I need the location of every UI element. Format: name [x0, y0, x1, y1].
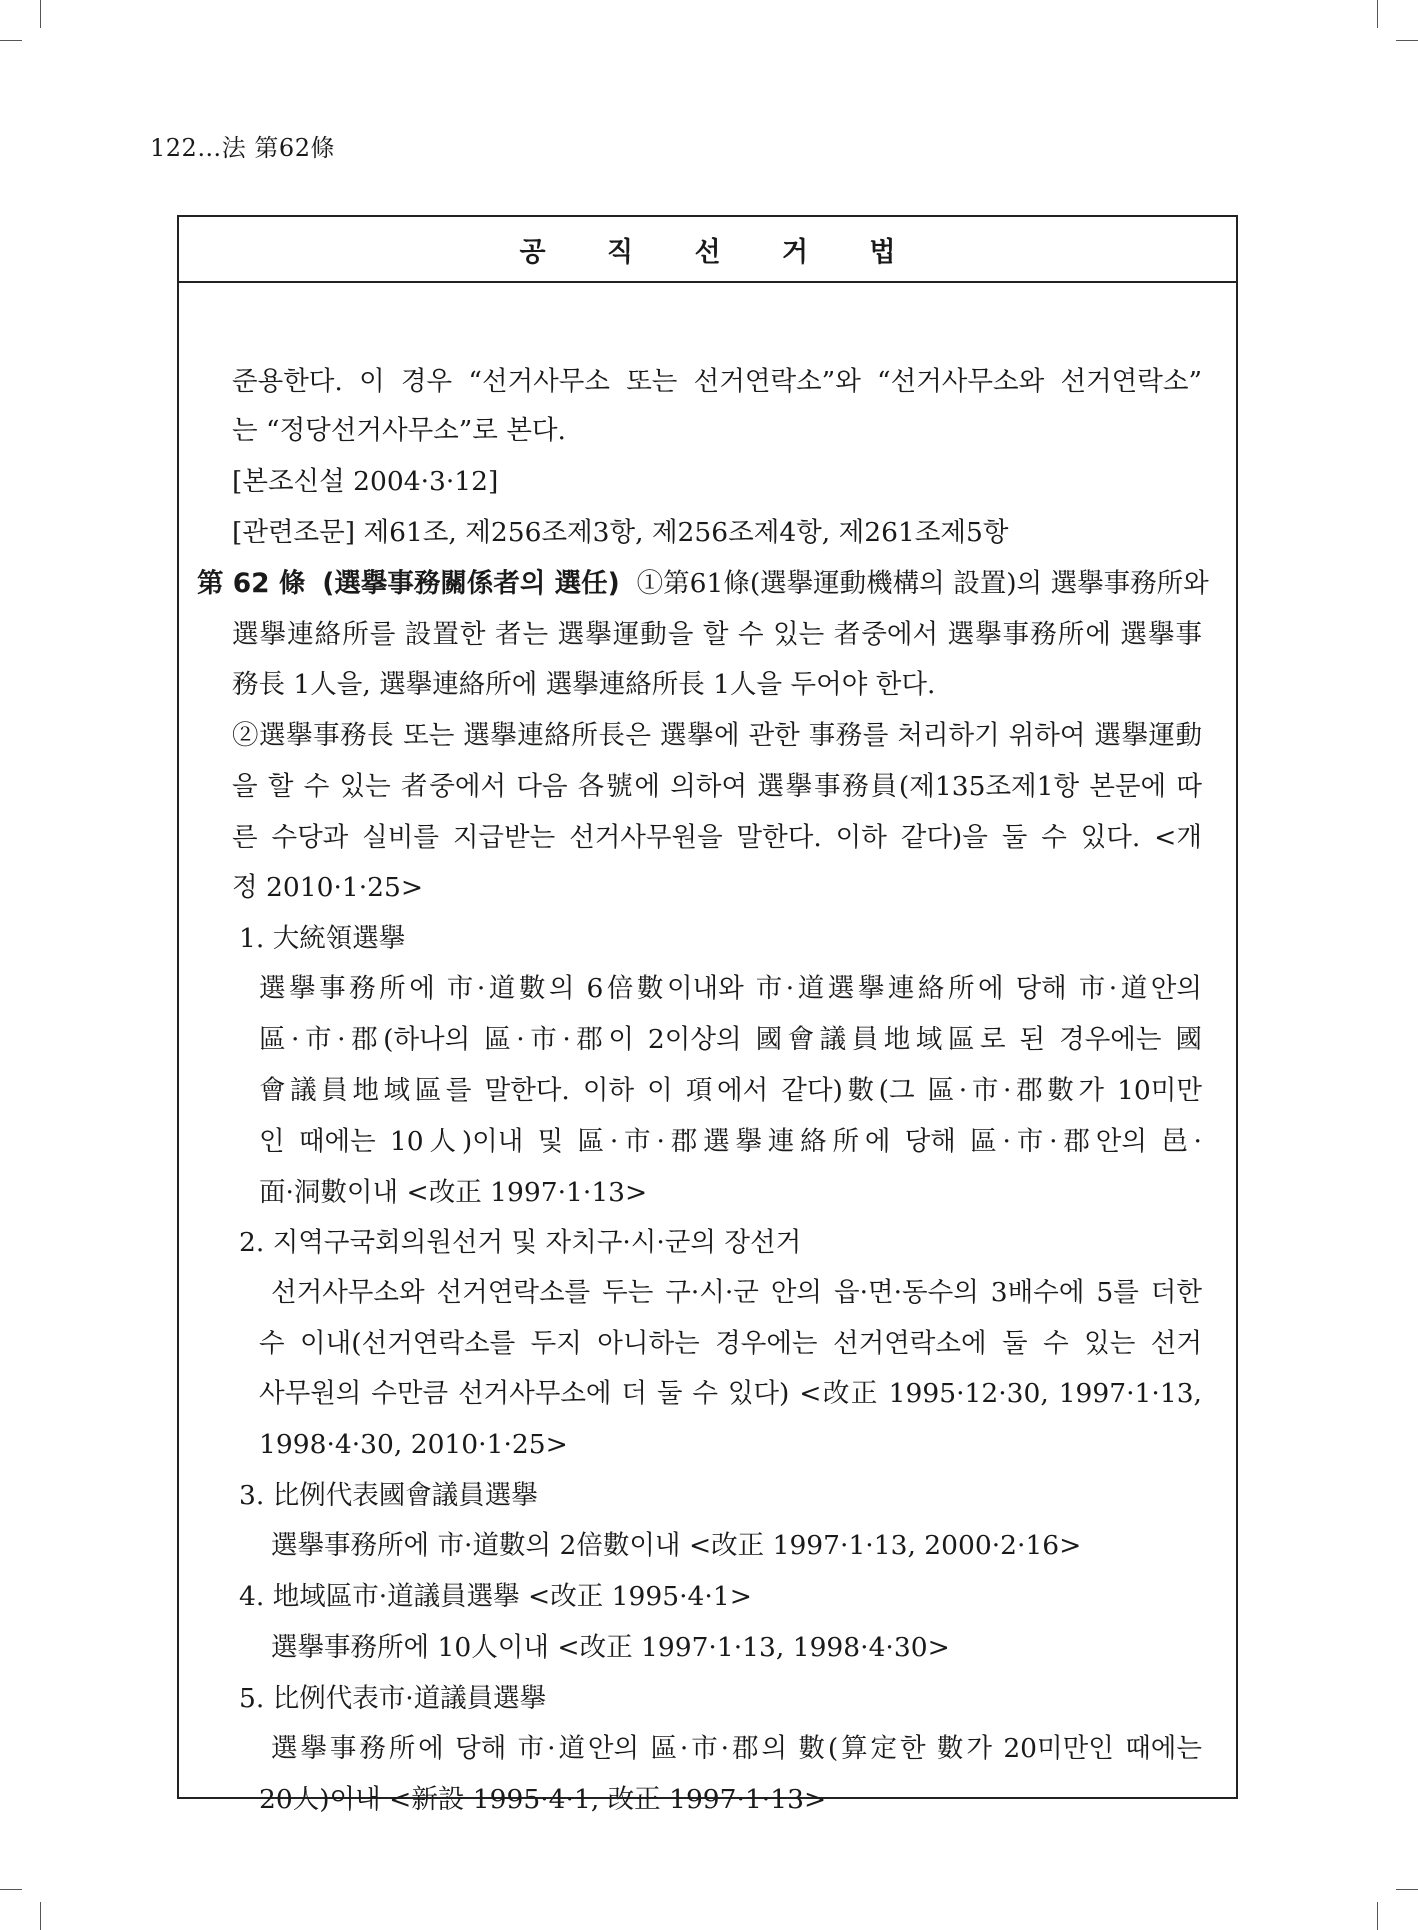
article-heading-line: [197, 564, 1209, 604]
box-title: 공 직 선 거 법: [179, 217, 1236, 283]
text-line: ①第61條(選擧運動機構의 設置)의 選擧事務所와: [636, 568, 1209, 599]
text-line: 른 수당과 실비를 지급받는 선거사무원을 말한다. 이하 같다)을 둘 수 있다. <개: [232, 822, 1202, 853]
text-line: 選擧連絡所를 設置한 者는 選擧運動을 할 수 있는 者중에서 選擧事務所에 選擧事: [232, 619, 1202, 650]
text-line: 選擧事務所에 市·道數의 2倍數이내 <改正 1997·1·13, 2000·2·16>: [271, 1530, 1082, 1561]
crop-mark: [1377, 1902, 1378, 1930]
page-header: 122…法 第62條: [150, 134, 335, 162]
related-articles: [관련조문] 제61조, 제256조제3항, 제256조제4항, 제261조제5항: [232, 517, 1009, 548]
text-line: 는 “정당선거사무소”로 본다.: [232, 415, 566, 446]
crop-mark: [0, 40, 22, 41]
text-line: 務長 1人을, 選擧連絡所에 選擧連絡所長 1人을 두어야 한다.: [232, 669, 936, 700]
text-line: 區·市·郡(하나의 區·市·郡이 2이상의 國會議員地域區로 된 경우에는 國: [259, 1024, 1202, 1055]
item-heading: 4. 地域區市·道議員選擧 <改正 1995·4·1>: [239, 1581, 752, 1612]
text-line: 선거사무소와 선거연락소를 두는 구·시·군 안의 읍·면·동수의 3배수에 5를 더한: [271, 1277, 1202, 1308]
text-line: 1998·4·30, 2010·1·25>: [259, 1429, 568, 1460]
crop-mark: [1396, 40, 1418, 41]
text-line: 選擧事務所에 10人이내 <改正 1997·1·13, 1998·4·30>: [271, 1632, 950, 1663]
text-line: 준용한다. 이 경우 “선거사무소 또는 선거연락소”와 “선거사무소와 선거연락소”: [232, 366, 1202, 397]
text-line: 수 이내(선거연락소를 두지 아니하는 경우에는 선거연락소에 둘 수 있는 선거: [259, 1328, 1202, 1359]
crop-mark: [40, 0, 41, 28]
item-heading: 5. 比例代表市·道議員選擧: [239, 1683, 547, 1714]
law-text-box: [177, 215, 1238, 1815]
item-heading: 1. 大統領選擧: [239, 923, 406, 954]
crop-mark: [40, 1902, 41, 1930]
text-line: 會議員地域區를 말한다. 이하 이 項에서 같다)數(그 區·市·郡數가 10미만: [259, 1075, 1202, 1106]
text-line: 選擧事務所에 市·道數의 6倍數이내와 市·道選擧連絡所에 당해 市·道안의: [259, 973, 1202, 1004]
text-line: 面·洞數이내 <改正 1997·1·13>: [259, 1177, 648, 1208]
text-line: 20人)이내 <新設 1995·4·1, 改正 1997·1·13>: [259, 1784, 827, 1815]
text-line: 을 할 수 있는 者중에서 다음 各號에 의하여 選擧事務員(제135조제1항 본문에 따: [232, 771, 1202, 802]
text-line: 정 2010·1·25>: [232, 872, 424, 903]
text-line: 選擧事務所에 당해 市·道안의 區·市·郡의 數(算定한 數가 20미만인 때에는: [271, 1733, 1202, 1764]
text-line: 인 때에는 10人)이내 및 區·市·郡選擧連絡所에 당해 區·市·郡안의 邑·: [259, 1126, 1202, 1157]
text-line: 사무원의 수만큼 선거사무소에 더 둘 수 있다) <改正 1995·12·30, 1997·1·13,: [259, 1378, 1202, 1409]
crop-mark: [1377, 0, 1378, 28]
crop-mark: [1396, 1889, 1418, 1890]
item-heading: 3. 比例代表國會議員選擧: [239, 1480, 538, 1511]
amendment-note: [본조신설 2004·3·12]: [232, 466, 499, 497]
crop-mark: [0, 1889, 22, 1890]
article-title: (選擧事務關係者의 選任): [322, 568, 620, 599]
item-heading: 2. 지역구국회의원선거 및 자치구·시·군의 장선거: [239, 1227, 802, 1258]
text-line: ②選擧事務長 또는 選擧連絡所長은 選擧에 관한 事務를 처리하기 위하여 選擧運動: [232, 720, 1202, 751]
article-number: 第 62 條: [197, 568, 306, 599]
